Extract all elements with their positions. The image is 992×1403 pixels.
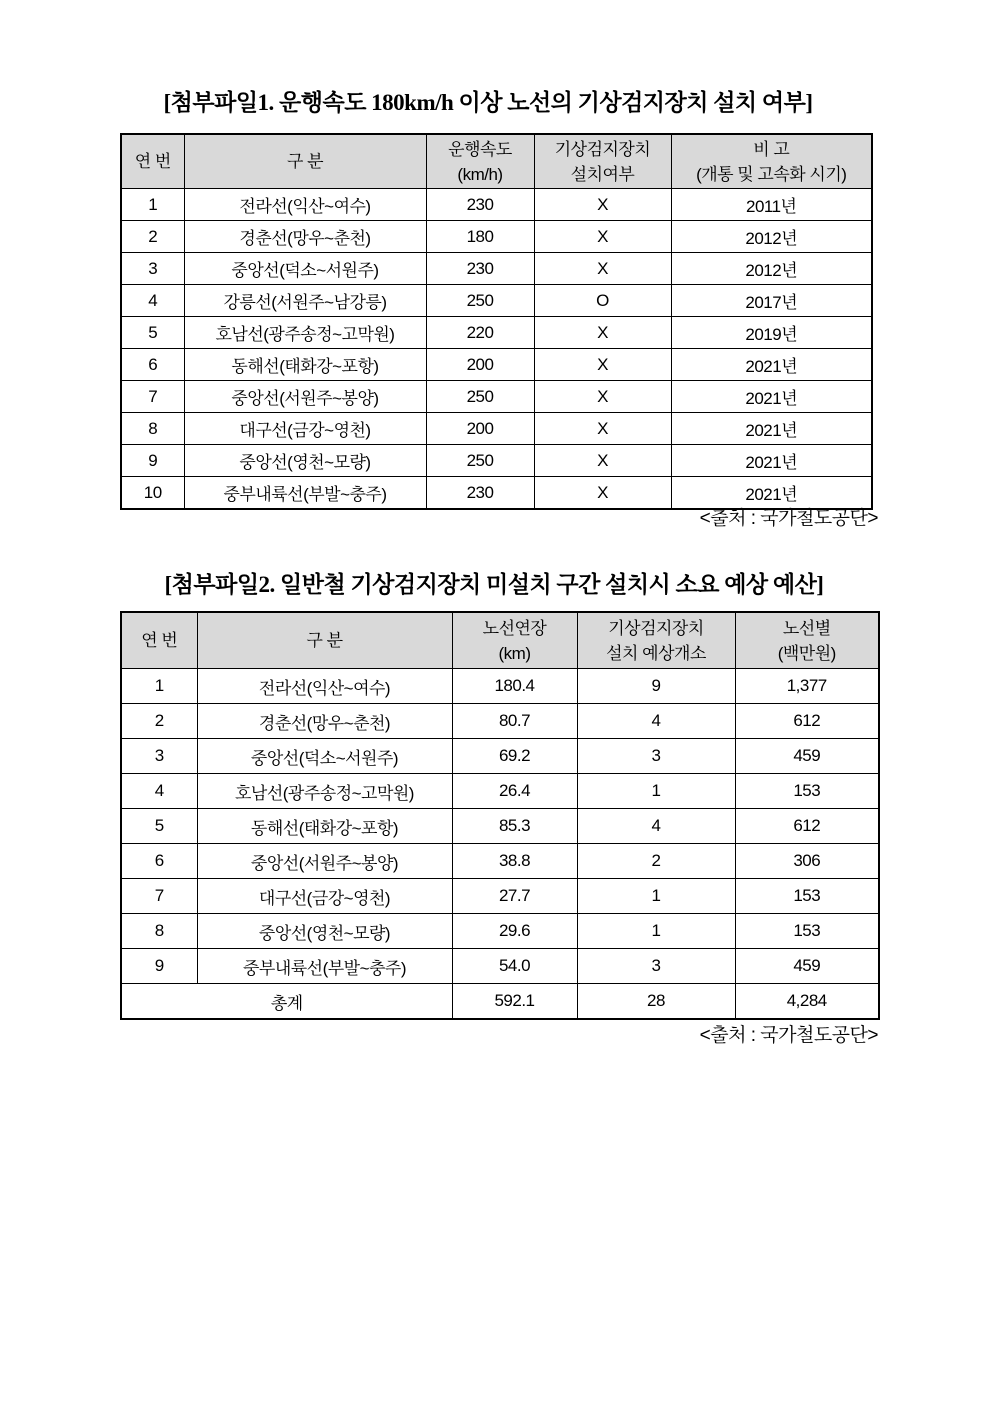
table-row bbox=[121, 317, 872, 349]
total-value-cell: 592.1 bbox=[452, 984, 577, 1020]
header-cell: 연 번 bbox=[121, 134, 184, 189]
table-cell: 7 bbox=[121, 879, 197, 914]
table1-body bbox=[121, 189, 872, 510]
table-cell: 1 bbox=[121, 189, 184, 221]
table-cell: 1 bbox=[121, 669, 197, 704]
table-cell: 5 bbox=[121, 809, 197, 844]
table-cell: 27.7 bbox=[452, 879, 577, 914]
header-cell: 노선별 (백만원) bbox=[735, 612, 879, 669]
total-value-cell: 28 bbox=[577, 984, 735, 1020]
total-label-cell: 총계 bbox=[121, 984, 452, 1020]
table-cell: X bbox=[534, 189, 671, 221]
table-cell: X bbox=[534, 317, 671, 349]
table-cell: 경춘선(망우~춘천) bbox=[184, 221, 426, 253]
table-cell: 2 bbox=[121, 704, 197, 739]
table-row bbox=[121, 774, 879, 809]
table-cell: 중앙선(덕소~서원주) bbox=[197, 739, 452, 774]
table-cell: 4 bbox=[121, 285, 184, 317]
table-row bbox=[121, 739, 879, 774]
table-cell: X bbox=[534, 221, 671, 253]
table-cell: 180.4 bbox=[452, 669, 577, 704]
table-cell: 250 bbox=[426, 285, 534, 317]
table-cell: 250 bbox=[426, 445, 534, 477]
header-cell: 비 고 (개통 및 고속화 시기) bbox=[671, 134, 872, 189]
table-row bbox=[121, 413, 872, 445]
table-row bbox=[121, 221, 872, 253]
table2-body bbox=[121, 669, 879, 1020]
table-cell: 1 bbox=[577, 879, 735, 914]
table-row bbox=[121, 253, 872, 285]
table-cell: X bbox=[534, 413, 671, 445]
total-row bbox=[121, 984, 879, 1020]
table-cell: 2012년 bbox=[671, 253, 872, 285]
table-row bbox=[121, 669, 879, 704]
table-cell: 2 bbox=[121, 221, 184, 253]
table-cell: 대구선(금강~영천) bbox=[184, 413, 426, 445]
table2-source-credit: <출처 : 국가철도공단> bbox=[699, 1025, 878, 1046]
attachment2-title: [첨부파일2. 일반철 기상검지장치 미설치 구간 설치시 소요 예상 예산] bbox=[164, 572, 824, 597]
table-cell: 중앙선(영천~모량) bbox=[197, 914, 452, 949]
table-row bbox=[121, 189, 872, 221]
table-cell: 10 bbox=[121, 477, 184, 510]
table-cell: 8 bbox=[121, 413, 184, 445]
speed-lines-weather-device-table bbox=[120, 133, 873, 510]
table-cell: 중앙선(영천~모량) bbox=[184, 445, 426, 477]
header-cell: 구 분 bbox=[184, 134, 426, 189]
table-cell: 459 bbox=[735, 739, 879, 774]
table-cell: 중앙선(서원주~봉양) bbox=[184, 381, 426, 413]
table-row bbox=[121, 445, 872, 477]
table-cell: 80.7 bbox=[452, 704, 577, 739]
table-cell: O bbox=[534, 285, 671, 317]
table-cell: 69.2 bbox=[452, 739, 577, 774]
table-cell: 612 bbox=[735, 809, 879, 844]
table-cell: 3 bbox=[577, 949, 735, 984]
header-cell: 구 분 bbox=[197, 612, 452, 669]
table-cell: 강릉선(서원주~남강릉) bbox=[184, 285, 426, 317]
budget-estimate-table bbox=[120, 611, 880, 1020]
table-cell: 4 bbox=[577, 809, 735, 844]
table-cell: 1 bbox=[577, 914, 735, 949]
table-cell: 전라선(익산~여수) bbox=[184, 189, 426, 221]
table-cell: 9 bbox=[577, 669, 735, 704]
table-cell: 중부내륙선(부발~충주) bbox=[197, 949, 452, 984]
table-cell: 2021년 bbox=[671, 413, 872, 445]
table-cell: 호남선(광주송정~고막원) bbox=[197, 774, 452, 809]
table-row bbox=[121, 704, 879, 739]
table-cell: 1,377 bbox=[735, 669, 879, 704]
header-row bbox=[121, 612, 879, 669]
table-cell: X bbox=[534, 477, 671, 510]
table-cell: X bbox=[534, 253, 671, 285]
table-cell: 중앙선(서원주~봉양) bbox=[197, 844, 452, 879]
table-cell: 2019년 bbox=[671, 317, 872, 349]
table-row bbox=[121, 349, 872, 381]
table-cell: 경춘선(망우~춘천) bbox=[197, 704, 452, 739]
table-cell: 26.4 bbox=[452, 774, 577, 809]
table-cell: 동해선(태화강~포항) bbox=[197, 809, 452, 844]
table-cell: 중부내륙선(부발~충주) bbox=[184, 477, 426, 510]
table-cell: 220 bbox=[426, 317, 534, 349]
table1-source-credit: <출처 : 국가철도공단> bbox=[699, 508, 878, 529]
table-cell: 38.8 bbox=[452, 844, 577, 879]
table-cell: 153 bbox=[735, 914, 879, 949]
attachment1-title: [첨부파일1. 운행속도 180km/h 이상 노선의 기상검지장치 설치 여부] bbox=[163, 90, 813, 115]
table-cell: 230 bbox=[426, 189, 534, 221]
table-cell: 180 bbox=[426, 221, 534, 253]
table-cell: 200 bbox=[426, 349, 534, 381]
table-row bbox=[121, 949, 879, 984]
table-cell: 동해선(태화강~포항) bbox=[184, 349, 426, 381]
table-cell: 6 bbox=[121, 844, 197, 879]
header-cell: 기상검지장치 설치여부 bbox=[534, 134, 671, 189]
table-cell: 29.6 bbox=[452, 914, 577, 949]
table-cell: 2021년 bbox=[671, 349, 872, 381]
table-cell: 54.0 bbox=[452, 949, 577, 984]
table-cell: 3 bbox=[121, 739, 197, 774]
table-row bbox=[121, 844, 879, 879]
table-cell: 230 bbox=[426, 477, 534, 510]
table-row bbox=[121, 879, 879, 914]
table-cell: 8 bbox=[121, 914, 197, 949]
table-cell: 612 bbox=[735, 704, 879, 739]
table-row bbox=[121, 809, 879, 844]
table-cell: X bbox=[534, 349, 671, 381]
table-cell: 대구선(금강~영천) bbox=[197, 879, 452, 914]
table-cell: 7 bbox=[121, 381, 184, 413]
table-cell: 459 bbox=[735, 949, 879, 984]
table2-header bbox=[121, 612, 879, 669]
table-cell: 4 bbox=[121, 774, 197, 809]
header-cell: 운행속도 (km/h) bbox=[426, 134, 534, 189]
table-cell: 200 bbox=[426, 413, 534, 445]
table1-header bbox=[121, 134, 872, 189]
table-cell: 230 bbox=[426, 253, 534, 285]
table-cell: 2017년 bbox=[671, 285, 872, 317]
table-cell: 중앙선(덕소~서원주) bbox=[184, 253, 426, 285]
table-cell: 3 bbox=[577, 739, 735, 774]
table-cell: 전라선(익산~여수) bbox=[197, 669, 452, 704]
table-cell: 2012년 bbox=[671, 221, 872, 253]
header-cell: 기상검지장치 설치 예상개소 bbox=[577, 612, 735, 669]
table-cell: 85.3 bbox=[452, 809, 577, 844]
table-cell: 1 bbox=[577, 774, 735, 809]
table-cell: 2 bbox=[577, 844, 735, 879]
table-cell: 2021년 bbox=[671, 445, 872, 477]
table-cell: 250 bbox=[426, 381, 534, 413]
table-cell: 153 bbox=[735, 774, 879, 809]
table-row bbox=[121, 914, 879, 949]
header-row bbox=[121, 134, 872, 189]
table-cell: 9 bbox=[121, 949, 197, 984]
table-cell: 2021년 bbox=[671, 381, 872, 413]
total-value-cell: 4,284 bbox=[735, 984, 879, 1020]
table-cell: 3 bbox=[121, 253, 184, 285]
table-row bbox=[121, 381, 872, 413]
table-cell: 306 bbox=[735, 844, 879, 879]
table-cell: 4 bbox=[577, 704, 735, 739]
table-cell: 153 bbox=[735, 879, 879, 914]
table-cell: 2011년 bbox=[671, 189, 872, 221]
table-cell: 2021년 bbox=[671, 477, 872, 510]
table-cell: 5 bbox=[121, 317, 184, 349]
header-cell: 연 번 bbox=[121, 612, 197, 669]
table-cell: X bbox=[534, 445, 671, 477]
table-cell: X bbox=[534, 381, 671, 413]
table-cell: 9 bbox=[121, 445, 184, 477]
header-cell: 노선연장 (km) bbox=[452, 612, 577, 669]
table-row bbox=[121, 285, 872, 317]
table-cell: 호남선(광주송정~고막원) bbox=[184, 317, 426, 349]
table-cell: 6 bbox=[121, 349, 184, 381]
